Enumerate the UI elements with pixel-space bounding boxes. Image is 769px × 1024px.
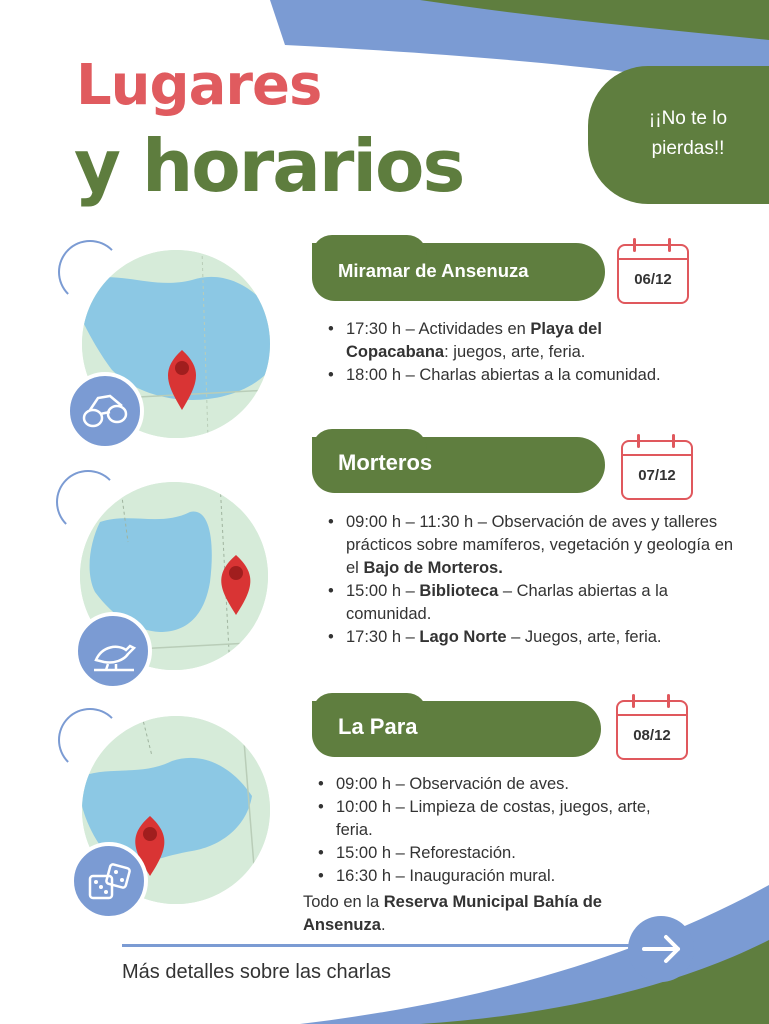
calendar-icon — [616, 700, 688, 760]
page-title-line2: y horarios — [74, 124, 464, 208]
next-arrow-button[interactable] — [628, 916, 694, 982]
badge-line2: pierdas!! — [651, 138, 725, 159]
list-item: • 09:00 h – 11:30 h – Observación de aves y talleres prácticos sobre mamíferos, vegetación y geología en el Bajo de Morteros. — [324, 511, 734, 580]
place-pill-morteros — [312, 437, 605, 493]
event-date: 08/12 — [633, 727, 671, 744]
list-item: • 18:00 h – Charlas abiertas a la comunidad. — [324, 364, 664, 387]
place-name: La Para — [338, 714, 418, 739]
schedule-list — [324, 511, 734, 649]
event-date: 06/12 — [634, 271, 672, 288]
place-pill-miramar — [312, 243, 605, 301]
place-pill-la-para — [312, 701, 601, 757]
bird-icon — [74, 612, 152, 690]
schedule-list — [324, 318, 664, 387]
schedule-list — [314, 773, 674, 888]
calendar-icon — [621, 440, 693, 500]
divider-line — [122, 944, 642, 947]
list-item: • 09:00 h – Observación de aves. — [314, 773, 674, 796]
calendar-icon — [617, 244, 689, 304]
place-name: Morteros — [338, 450, 433, 475]
badge-line1: ¡¡No te lo — [648, 108, 728, 129]
page-title-line1: Lugares — [76, 53, 322, 118]
list-item: • 15:00 h – Biblioteca – Charlas abiertas a la comunidad. — [324, 580, 734, 626]
place-name: Miramar de Ansenuza — [338, 260, 529, 281]
list-item: • 17:30 h – Lago Norte – Juegos, arte, feria. — [324, 626, 734, 649]
list-item: • 17:30 h – Actividades en Playa del Copacabana: juegos, arte, feria. — [324, 318, 664, 364]
arrow-right-icon — [628, 916, 694, 982]
list-item: • 10:00 h – Limpieza de costas, juegos, arte, feria. — [314, 796, 674, 842]
footer-note: Todo en la Reserva Municipal Bahía de Ansenuza. — [303, 893, 602, 934]
binoculars-icon — [66, 372, 144, 450]
event-date: 07/12 — [638, 467, 676, 484]
dont-miss-badge — [588, 66, 769, 204]
list-item: • 16:30 h – Inauguración mural. — [314, 865, 674, 888]
list-item: • 15:00 h – Reforestación. — [314, 842, 674, 865]
more-details-link[interactable]: Más detalles sobre las charlas — [122, 961, 392, 983]
dice-icon — [70, 842, 148, 920]
